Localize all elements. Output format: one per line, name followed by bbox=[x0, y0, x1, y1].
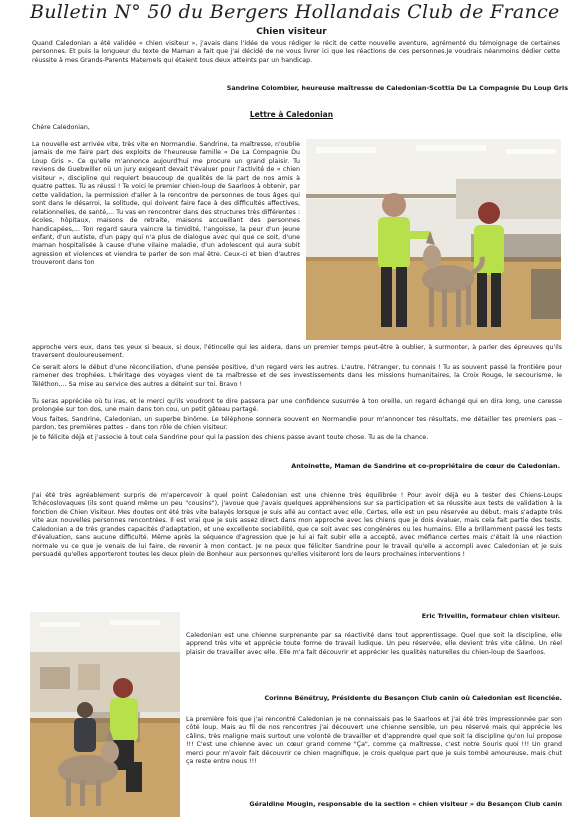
corinne-signature: Corinne Bénétruy, Présidente du Besançon Club canin où Caledonian est licenciée. bbox=[264, 694, 562, 702]
geraldine-signature: Géraldine Mougin, responsable de la section « chien visiteur » du Besançon Club canin bbox=[249, 800, 562, 808]
intro-signature: Sandrine Colombier, heureuse maîtresse de Caledonian-Scottia De La Compagnie Du Loup Gris bbox=[226, 84, 568, 92]
photo-vest-handlers-with-dog bbox=[306, 139, 561, 340]
letter-title: Lettre à Caledonian bbox=[249, 110, 334, 119]
letter-paragraph-wrapped: La nouvelle est arrivée vite, très vite en Normandie. Sandrine, ta maîtresse, n'oublie jamais de me faire part des exploits de l'heureuse famille « De La Compagnie Du Loup Gris ». Ce qu'elle m'annonce aujourd'hui me procure un grand plaisir. Tu reviens de Guebwiller où un jury exigeant devait t'évaluer pour l'activité de « chien visiteur », discipline qui requiert beaucoup de qualités de la part de nos amis à quatre pattes. Tu as réussi ! Te voici le premier chien-loup de Saarloos à obtenir, par cette validation, la permission d'aller à la rencontre de personnes de tous âges qui sont dans le désarroi, la solitude, qui doivent faire face à des difficultés affectives, relationnelles, de santé,... Tu vas en rencontrer dans des structures très différentes : écoles, hôpitaux, maisons de retraite, maisons accueillant des personnes handicapées,... Ton regard saura vaincre la timidité, l'angoisse, la peur d'un jeune enfant, d'un autiste, d'un papy qui n'a plus de dialogue avec qui que ce soit, d'une maman hospitalisée à cause d'une vilaine maladie, d'un adolescent qui aura subit agression et violences et viendra te parler de son mal être. Ceux-ci et bien d'autres trouveront dans ton bbox=[32, 141, 300, 267]
intro-paragraph: Quand Caledonian a été validée « chien visiteur », j'avais dans l'idée de vous rédiger le récit de cette nouvelle aventure, agrémenté du témoignage de certaines personnes. Et puis la longueur du texte de Maman a fait que j'ai décidé de ne vous livrer ici que les réactions de ces personnes.Je voudrais néanmoins dédier cette réussite à mes Grands-Parents Maternels qui étaient tous deux atteints par un handicap. bbox=[32, 40, 560, 64]
photo-handler-kneeling-with-dog bbox=[30, 612, 180, 817]
bulletin-header: Bulletin N° 50 du Bergers Hollandais Club de France bbox=[30, 1, 560, 23]
letter-paragraph-binome: Vous faites, Sandrine, Caledonian, un superbe binôme. Le téléphone sonnera souvent en Normandie pour m'annoncer tes résultats, me détailler tes premiers pas – pardon, tes premières pattes – dans ton rôle de chien visiteur. bbox=[32, 416, 562, 432]
eric-testimony: J'ai été très agréablement surpris de m'apercevoir à quel point Caledonian est une chienne très équilibrée ! Pour avoir déjà eu à tester des Chiens-Loups Tchécoslovaques (ils sont quand même un peu "cousins"), j'avoue que j'avais quelques appréhensions sur sa participation et sa réussite aux tests de validation à la fonction de Chien Visiteur. Mes doutes ont été très vite balayés lorsque je suis allé au contact avec elle. Certes, elle est un peu réservée au début, mais s'adapte très vite aux nouvelles personnes rencontrées. Il est vrai que je suis assez direct dans mon approche avec les chiens que je dois évaluer, mais cela fait partie des tests. Caledonian a de très grandes capacités d'adaptation, et une excellente sociabilité, que ce soit avec ses congénères ou les humains. Elle a brillamment passé les tests d'évaluation, sans aucune difficulté. Même après la séquence d'agression que je lui ai fait subir elle a accepté, avec méfiance certes mais c'était là une réaction normale vu ce que je venais de lui faire, de revenir à mon contact. Je ne peux que féliciter Sandrine pour le travail qu'elle a accompli avec Caledonian et je suis persuadé qu'elles apporteront toutes les deux plein de Bonheur aux personnes qu'elles visiteront lors de leurs prochaines interventions ! bbox=[32, 492, 562, 559]
geraldine-testimony: La première fois que j'ai rencontré Caledonian je ne connaissais pas le Saarloos et j'ai été très impressionnée par son côté loup. Mais au fil de nos rencontres j'ai découvert une chienne sensible, un peu réservé mais qui apprécie les câlins, très maligne mais surtout une volonté de travailler et d'apprendre quel que soit la discipline qu'on lui propose !!! C'est une chienne avec un cœur grand comme "Ça", comme ça maîtresse, c'est notre Souris quoi !!! Un grand merci pour m'avoir fait découvrir ce chien magnifique, je crois quelque part que je suis tombé amoureuse, mais chut ça reste entre nous !!! bbox=[186, 716, 562, 766]
letter-salutation: Chère Caledonian, bbox=[32, 124, 90, 131]
corinne-testimony: Caledonian est une chienne surprenante par sa réactivité dans tout apprentissage. Quel que soit la discipline, elle apprend très vite et apprécie toute forme de travail ludique. Un peu réservée, elle devient très vite câline. Un réel plaisir de travailler avec elle. Elle m'a fait découvrir et apprécier les qualités naturelles du chien-loup de Saarloos. bbox=[186, 632, 562, 656]
letter-paragraph-appreciation: Tu seras appréciée où tu iras, et le merci qu'ils voudront te dire passera par une confidence susurrée à ton oreille, un regard échangé qui en dira long, une caresse prolongée sur ton dos, une main dans ton cou, un petit gâteau partagé. bbox=[32, 398, 562, 414]
letter-signature: Antoinette, Maman de Sandrine et co-propriétaire de cœur de Caledonian. bbox=[291, 462, 560, 470]
eric-signature: Eric Trivellin, formateur chien visiteur. bbox=[421, 612, 560, 620]
letter-paragraph-heritage: Ce serait alors le début d'une réconciliation, d'une pensée positive, d'un regard vers les autres. L'autre, l'étranger, tu connais ! Tu as souvent passé la frontière pour ramener des trophées. L'héritage des voyages vient de ta maîtresse et de ses investissements dans les missions humanitaires, la Croix Rouge, le secourisme, le Téléthon,... Sa mise au service des autres a déteint sur toi. Bravo ! bbox=[32, 364, 562, 388]
letter-paragraph-continued: approche vers eux, dans tes yeux si beaux, si doux, l'étincelle qui les aidera, dans un premier temps peut-être à oublier, à surmonter, à parler des épreuves qu'ils traversent douloureusement. bbox=[32, 344, 562, 360]
letter-paragraph-closing: Je te félicite déjà et j'associe à tout cela Sandrine pour qui la passion des chiens passe avant toute chose. Tu as de la chance. bbox=[32, 434, 429, 441]
article-title: Chien visiteur bbox=[256, 27, 327, 37]
